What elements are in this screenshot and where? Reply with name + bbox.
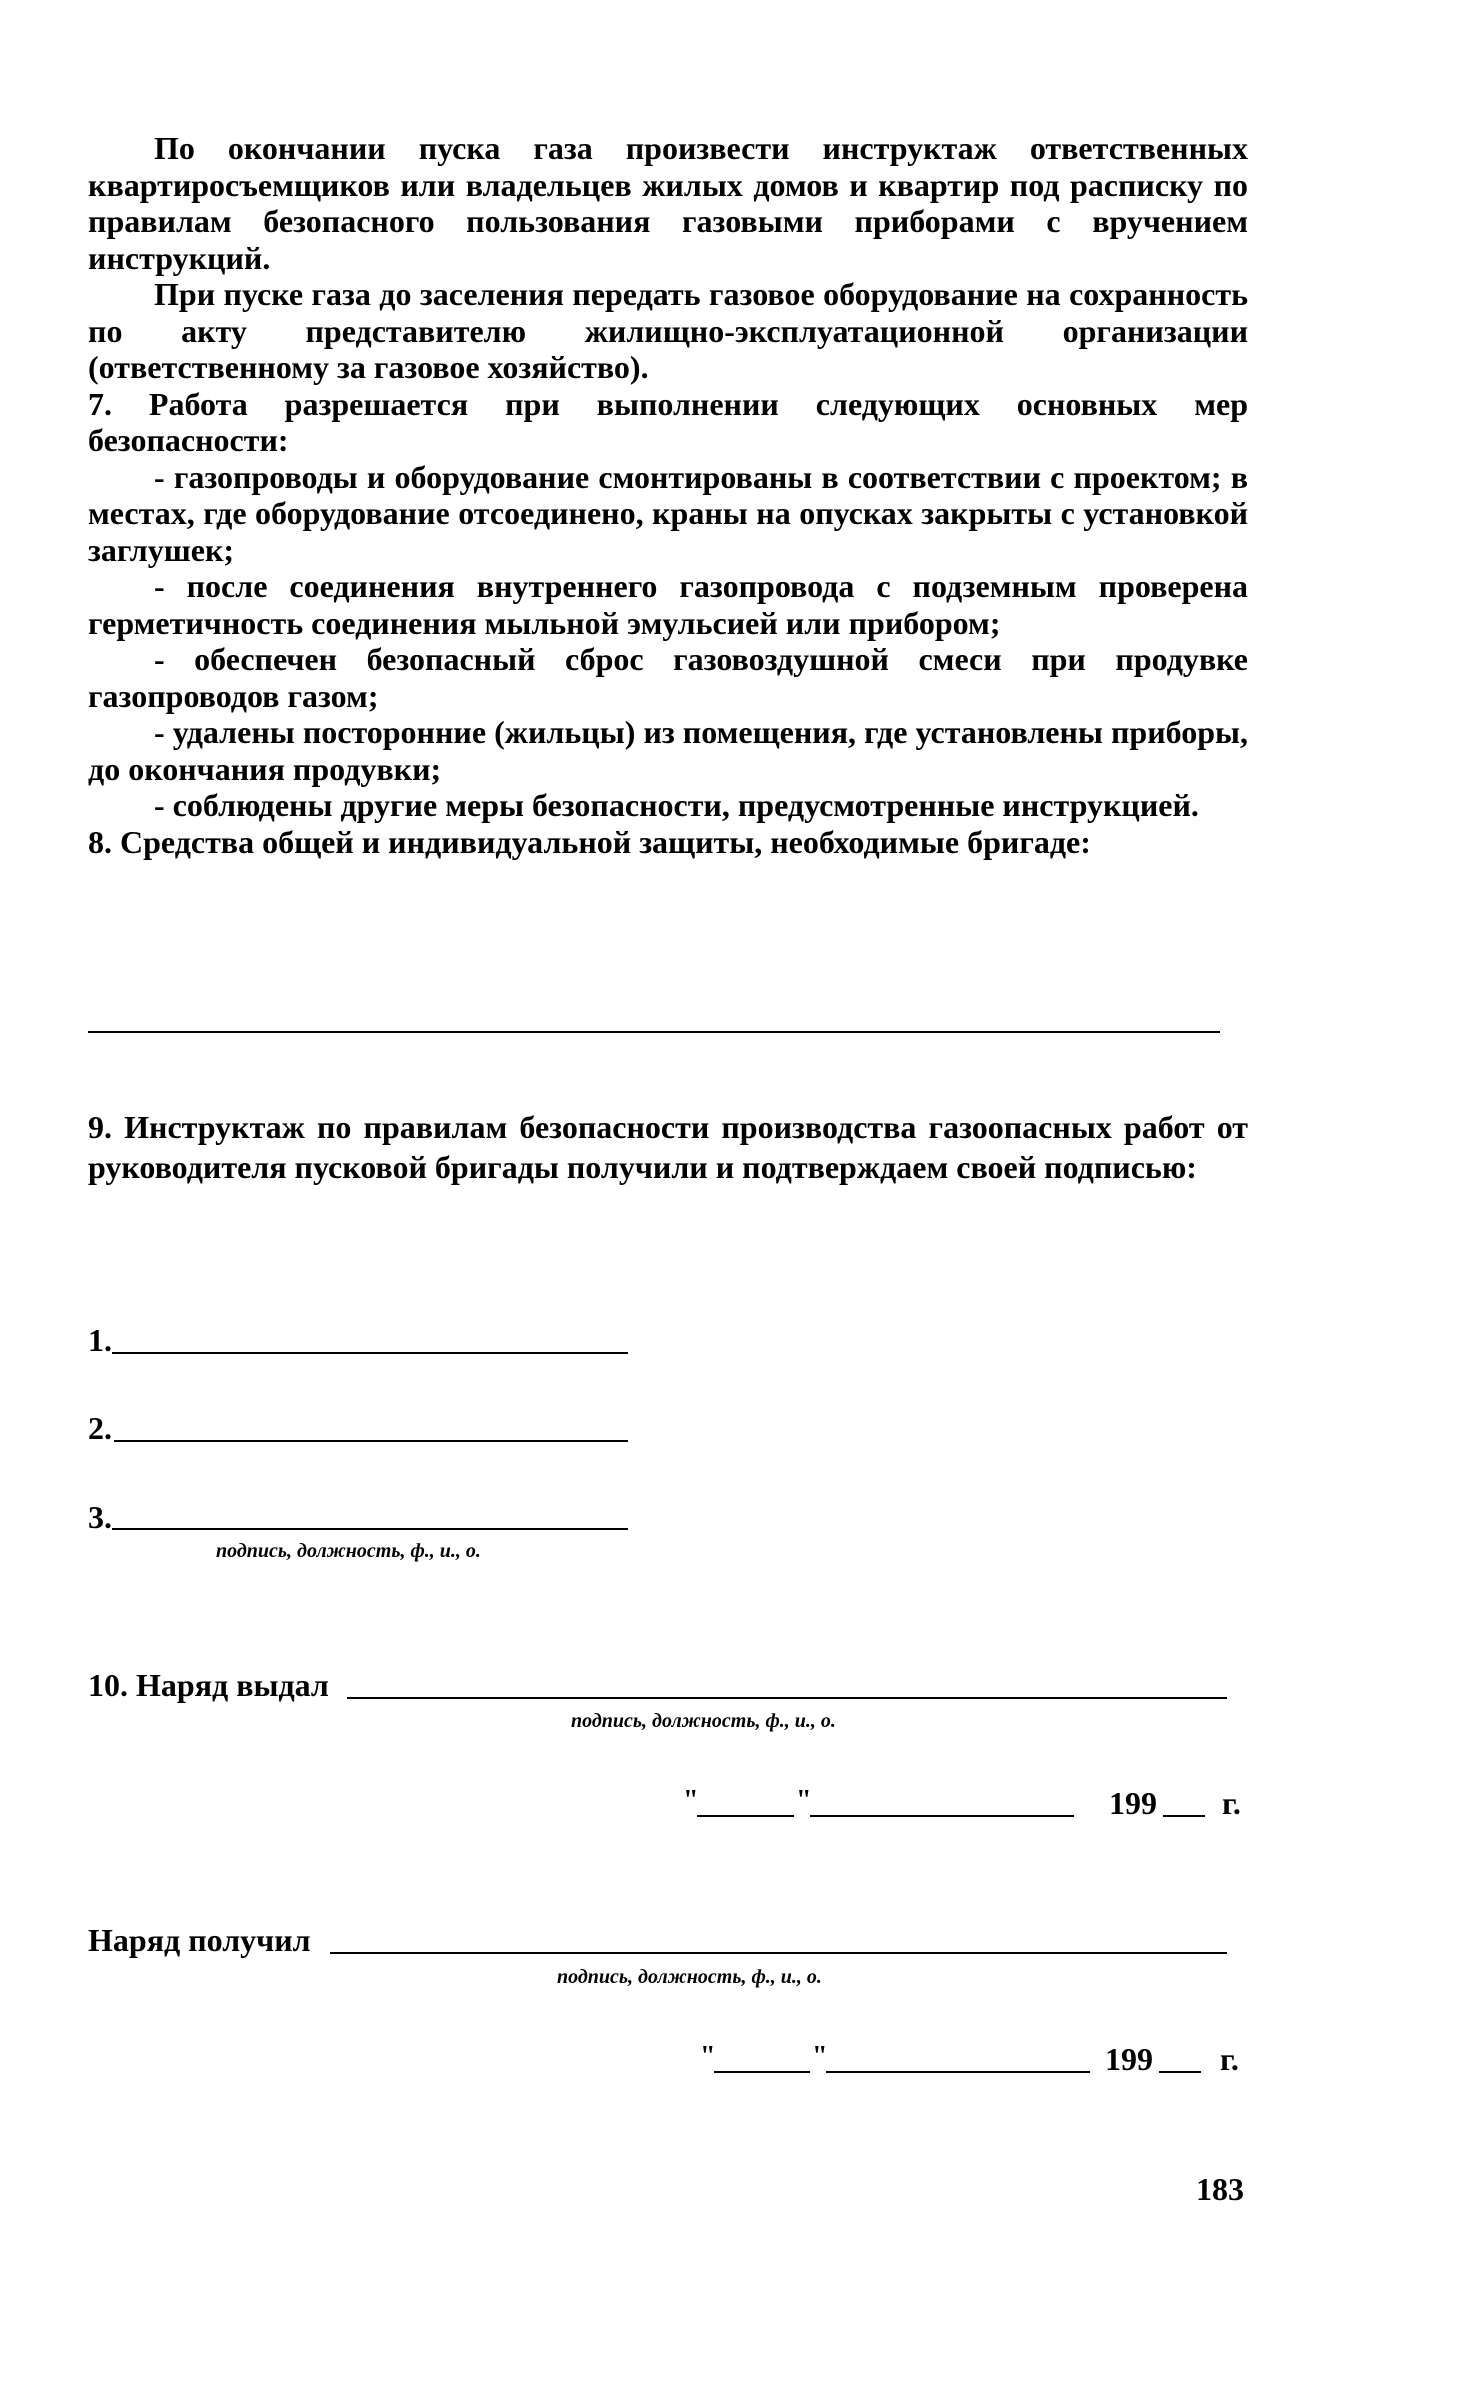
protection-fill-line bbox=[88, 1031, 1220, 1033]
order-issued-label: 10. Наряд выдал bbox=[88, 1667, 329, 1703]
bullet-1: - газопроводы и оборудование смонтированы в соответствии с проектом; в местах, где оборудование отсоединено, краны на опусках закрыты с установкой заглушек; bbox=[88, 458, 1248, 568]
received-date-month-line bbox=[826, 2071, 1090, 2073]
issued-date-day-line bbox=[697, 1815, 794, 1817]
bullet-4: - удалены посторонние (жильцы) из помещения, где установлены приборы, до окончания продувки; bbox=[88, 714, 1248, 787]
issued-date-year-suffix: г. bbox=[1222, 1785, 1241, 1821]
issued-date-month-line bbox=[810, 1815, 1074, 1817]
paragraph-instruction: По окончании пуска газа произвести инструктаж ответственных квартиросъемщиков или владельцев жилых домов и квартир под расписку по правилам безопасного пользования газовыми приборами с вручением инструкций. bbox=[88, 130, 1248, 276]
received-date-year-suffix: г. bbox=[1220, 2041, 1239, 2077]
signature-caption: подпись, должность, ф., и., о. bbox=[216, 1540, 481, 1562]
item-9 bbox=[88, 1107, 1248, 1187]
bullet-3: - обеспечен безопасный сброс газовоздушной смеси при продувке газопроводов газом; bbox=[88, 641, 1248, 714]
signature-number-3: 3. bbox=[88, 1499, 112, 1535]
item-8: 8. Средства общей и индивидуальной защиты, необходимые бригаде: bbox=[88, 823, 1091, 860]
section-text-top bbox=[88, 130, 1248, 860]
received-date-year-line bbox=[1159, 2071, 1201, 2073]
order-received-line bbox=[330, 1952, 1227, 1954]
signature-line-1 bbox=[112, 1352, 628, 1354]
received-date-quote-close: " bbox=[812, 2041, 828, 2072]
signature-number-1: 1. bbox=[88, 1322, 112, 1358]
signature-number-2: 2. bbox=[88, 1410, 112, 1446]
received-date-quote-open: " bbox=[700, 2041, 716, 2072]
issued-date-quote-open: " bbox=[683, 1785, 699, 1816]
order-issued-line bbox=[347, 1697, 1227, 1699]
order-issued-caption: подпись, должность, ф., и., о. bbox=[571, 1710, 836, 1732]
received-date-year: 199 bbox=[1105, 2041, 1153, 2077]
item-7: 7. Работа разрешается при выполнении следующих основных мер безопасности: bbox=[88, 385, 1248, 458]
order-received-caption: подпись, должность, ф., и., о. bbox=[557, 1966, 822, 1988]
received-date-day-line bbox=[714, 2071, 810, 2073]
page-number: 183 bbox=[1196, 2171, 1244, 2207]
issued-date-year: 199 bbox=[1109, 1785, 1157, 1821]
bullet-2: - после соединения внутреннего газопровода с подземным проверена герметичность соединения мыльной эмульсией или прибором; bbox=[88, 568, 1248, 641]
paragraph-handover: При пуске газа до заселения передать газовое оборудование на сохранность по акту представителю жилищно-эксплуатационной организации (ответственному за газовое хозяйство). bbox=[88, 276, 1248, 385]
signature-line-2 bbox=[114, 1440, 628, 1442]
issued-date-year-line bbox=[1163, 1815, 1205, 1817]
signature-line-3 bbox=[112, 1528, 628, 1530]
bullet-5: - соблюдены другие меры безопасности, предусмотренные инструкцией. bbox=[154, 787, 1199, 823]
order-received-label: Наряд получил bbox=[88, 1922, 311, 1958]
item-9-text: 9. Инструктаж по правилам безопасности производства газоопасных работ от руководителя пусковой бригады получили и подтверждаем своей подписью: bbox=[88, 1109, 1248, 1185]
issued-date-quote-close: " bbox=[796, 1785, 812, 1816]
